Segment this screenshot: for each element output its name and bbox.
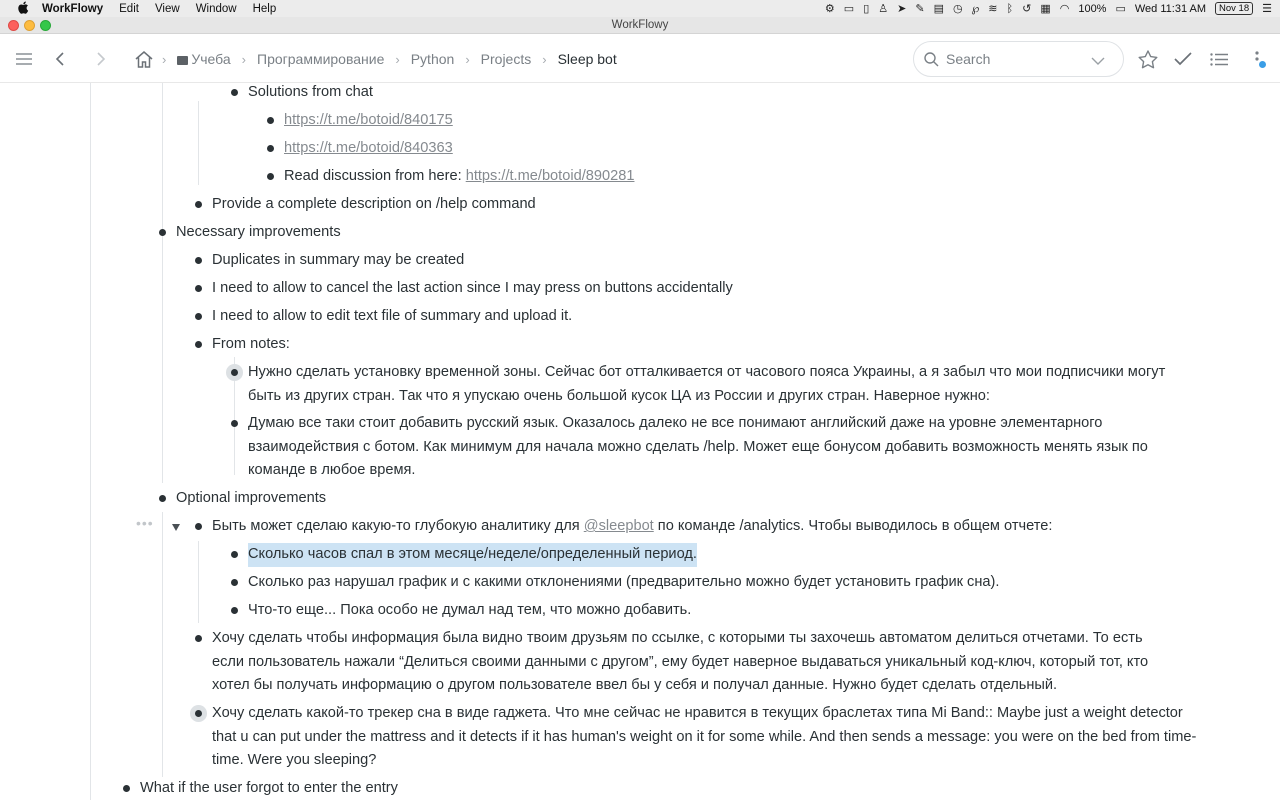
menu-clock[interactable]: Wed 11:31 AM [1134,2,1207,15]
menu-hamburger-icon[interactable] [12,47,36,71]
bullet-icon[interactable] [195,201,202,208]
bullet-icon[interactable] [159,495,166,502]
battery-percent: 100% [1078,2,1107,15]
item-text[interactable]: I need to allow to edit text file of summary and upload it. [212,308,573,324]
list-item[interactable] [248,571,1188,595]
list-item[interactable] [176,487,1176,511]
forward-arrow-icon[interactable] [89,47,113,71]
item-text[interactable]: Optional improvements [176,490,327,506]
bullet-icon[interactable] [123,785,130,792]
bullet-icon[interactable] [195,523,202,530]
bullet-icon[interactable] [231,420,238,427]
notification-center-icon[interactable]: ☰ [1262,3,1272,15]
timer-tray-icon[interactable]: ◷ [952,3,963,15]
window-maximize-button[interactable] [40,20,51,31]
app-header [0,35,1280,83]
list-item[interactable] [284,109,1184,133]
collapsed-bullet-icon[interactable] [231,369,238,376]
list-item[interactable] [284,165,1184,189]
evernote-tray-icon[interactable]: ♙ [878,3,889,15]
breadcrumb [136,49,617,69]
more-options-icon[interactable] [1245,47,1269,71]
clipboard-tray-icon[interactable]: ▯ [863,3,870,15]
item-text[interactable]: I need to allow to cancel the last action since I may press on buttons accidentally [212,280,733,296]
apple-menu-icon[interactable] [16,1,30,17]
bullet-icon[interactable] [159,229,166,236]
bullet-icon[interactable] [267,117,274,124]
bullet-icon[interactable] [195,635,202,642]
menu-edit[interactable]: Edit [119,2,139,15]
date-badge[interactable]: Nov 18 [1215,2,1253,15]
back-arrow-icon[interactable] [48,47,72,71]
list-item[interactable] [212,333,1172,357]
chevron-right-icon: › [162,51,167,67]
indent-guide [198,541,199,623]
macos-menu-bar [0,0,1280,17]
list-item[interactable] [212,702,1204,773]
menu-help[interactable]: Help [252,2,277,15]
folder-icon [177,56,188,65]
search-placeholder: Search [946,51,991,67]
bullet-icon[interactable] [267,173,274,180]
item-text[interactable]: Duplicates in summary may be created [212,252,465,268]
star-icon[interactable] [1136,47,1160,71]
list-item[interactable] [212,305,1172,329]
item-text[interactable]: Provide a complete description on /help command [212,196,536,212]
item-text[interactable]: Solutions from chat [248,84,373,100]
drag-handle-icon[interactable]: ••• [136,515,154,531]
bullet-icon[interactable] [231,607,238,614]
link[interactable]: https://t.me/botoid/890281 [465,168,635,184]
item-text[interactable]: Что-то еще... Пока особо не думал над тем, что можно добавить. [248,602,692,618]
battery-icon[interactable]: ▭ [1115,3,1126,15]
list-item[interactable] [248,83,1188,105]
list-item[interactable] [176,221,1176,245]
list-item[interactable] [248,361,1200,408]
indent-guide [162,83,163,483]
window-minimize-button[interactable] [24,20,35,31]
list-item[interactable] [248,412,1200,483]
bullet-icon[interactable] [195,313,202,320]
window-close-button[interactable] [8,20,19,31]
list-item[interactable] [212,193,1172,217]
item-text[interactable]: From notes: [212,336,290,352]
item-text[interactable]: Necessary improvements [176,224,341,240]
telegram-tray-icon[interactable]: ➤ [897,3,907,15]
gear-tray-icon[interactable]: ⚙ [824,3,835,15]
bullet-icon[interactable] [231,551,238,558]
item-text[interactable]: Хочу сделать чтобы информация была видно твоим друзьям по ссылке, с которыми ты захочешь автоматом делиться отчетами. То есть если пользователь нажали “Делиться своими данными с другом”, ему будет наверное выдаваться уникальный код-ключ, который тот, кто хотел бы получать информацию о другом пользователе ввел бы у себя и получал данные. Нужно будет сделать отдельный. [212,630,1149,693]
item-text[interactable]: Read discussion from here: [284,168,466,184]
bullet-icon[interactable] [195,257,202,264]
bullet-icon[interactable] [267,145,274,152]
document-tray-icon[interactable]: ▤ [933,3,944,15]
list-item[interactable] [212,249,1172,273]
indent-guide [162,512,163,777]
chevron-right-icon: › [395,51,400,67]
collapse-triangle-icon[interactable] [172,524,180,531]
collapsed-bullet-icon[interactable] [195,710,202,717]
breadcrumb-item-programming[interactable]: Программирование [257,51,385,67]
item-text[interactable]: Сколько раз нарушал график и с какими отклонениями (предварительно можно будет установить график сна). [248,574,1000,590]
bullet-icon[interactable] [231,579,238,586]
flag-us-icon[interactable]: ▦ [1040,3,1051,15]
bullet-icon[interactable] [195,341,202,348]
outline-content [0,83,1280,800]
list-item[interactable] [140,777,1140,800]
breadcrumb-current-page: Sleep bot [557,51,617,67]
menu-window[interactable]: Window [195,2,237,15]
item-text[interactable]: Хочу сделать какой-то трекер сна в виде гаджета. Что мне сейчас не нравится в текущих браслетах типа Mi Band:: Maybe just a weight detector that u can put under the mattress and it detects if it has human's weight on it for some while. And then sends a message: you were on the bed from time-time. Were you sleeping? [212,705,1197,768]
bluetooth-icon[interactable]: ᛒ [1006,2,1014,15]
time-machine-icon[interactable]: ↺ [1022,3,1032,15]
list-view-icon[interactable] [1207,47,1231,71]
indent-guide [90,83,91,800]
notification-dot [1259,61,1266,68]
status-tray [825,0,1272,17]
inbox-tray-icon[interactable]: ▭ [843,3,855,15]
menu-view[interactable]: View [154,2,180,15]
chevron-right-icon: › [542,51,547,67]
bullet-icon[interactable] [231,89,238,96]
signal-tray-icon[interactable]: ≋ [988,3,998,15]
mention-link[interactable]: @sleepbot [583,518,654,534]
item-text[interactable]: Быть может сделаю какую-то глубокую аналитику для [212,518,584,534]
breadcrumb-item-ucheba[interactable]: Учеба [177,51,230,67]
pen-tray-icon[interactable]: ✎ [915,3,925,15]
item-text[interactable]: по команде /analytics. Чтобы выводилось в общем отчете: [653,518,1053,534]
search-icon [924,52,939,72]
item-text[interactable]: What if the user forgot to enter the entry [140,780,398,796]
item-text[interactable]: Нужно сделать установку временной зоны. Сейчас бот отталкивается от часового пояса Украины, а я забыл что мои подписчики могут быть из других стран. Так что я упускаю очень большой кусок ЦА из России и других стран. Наверное нужно: [248,364,1166,404]
indent-guide [198,101,199,185]
bullet-icon[interactable] [195,285,202,292]
wifi-icon[interactable]: ◠ [1059,3,1070,15]
breadcrumb-item-projects[interactable]: Projects [480,51,532,67]
menu-app-name[interactable]: WorkFlowy [42,2,104,15]
chevron-right-icon: › [241,51,246,67]
breadcrumb-item-python[interactable]: Python [410,51,455,67]
list-item[interactable] [248,599,1188,623]
list-item[interactable] [284,137,1184,161]
item-text[interactable]: Думаю все таки стоит добавить русский язык. Оказалось далеко не все понимают английский даже на уровне элементарного взаимодействия с ботом. Как минимум для начала можно сделать /help. Может еще бонусом добавить возможность менять язык по команде в любое время. [248,415,1148,478]
link[interactable]: https://t.me/botoid/840175 [284,112,453,128]
search-input[interactable] [913,41,1124,77]
link[interactable]: https://t.me/botoid/840363 [284,140,453,156]
chevron-down-icon[interactable] [1091,53,1105,71]
list-item[interactable] [248,543,1188,567]
list-item[interactable] [212,277,1172,301]
checkmark-icon[interactable] [1171,47,1195,71]
window-title-bar [0,17,1280,34]
p-tray-icon[interactable]: ℘ [971,3,980,15]
chevron-right-icon: › [465,51,470,67]
window-title: WorkFlowy [611,19,669,31]
list-item[interactable] [212,627,1164,698]
item-text-selected[interactable]: Сколько часов спал в этом месяце/неделе/определенный период. [248,543,697,567]
list-item[interactable] [212,515,1172,539]
